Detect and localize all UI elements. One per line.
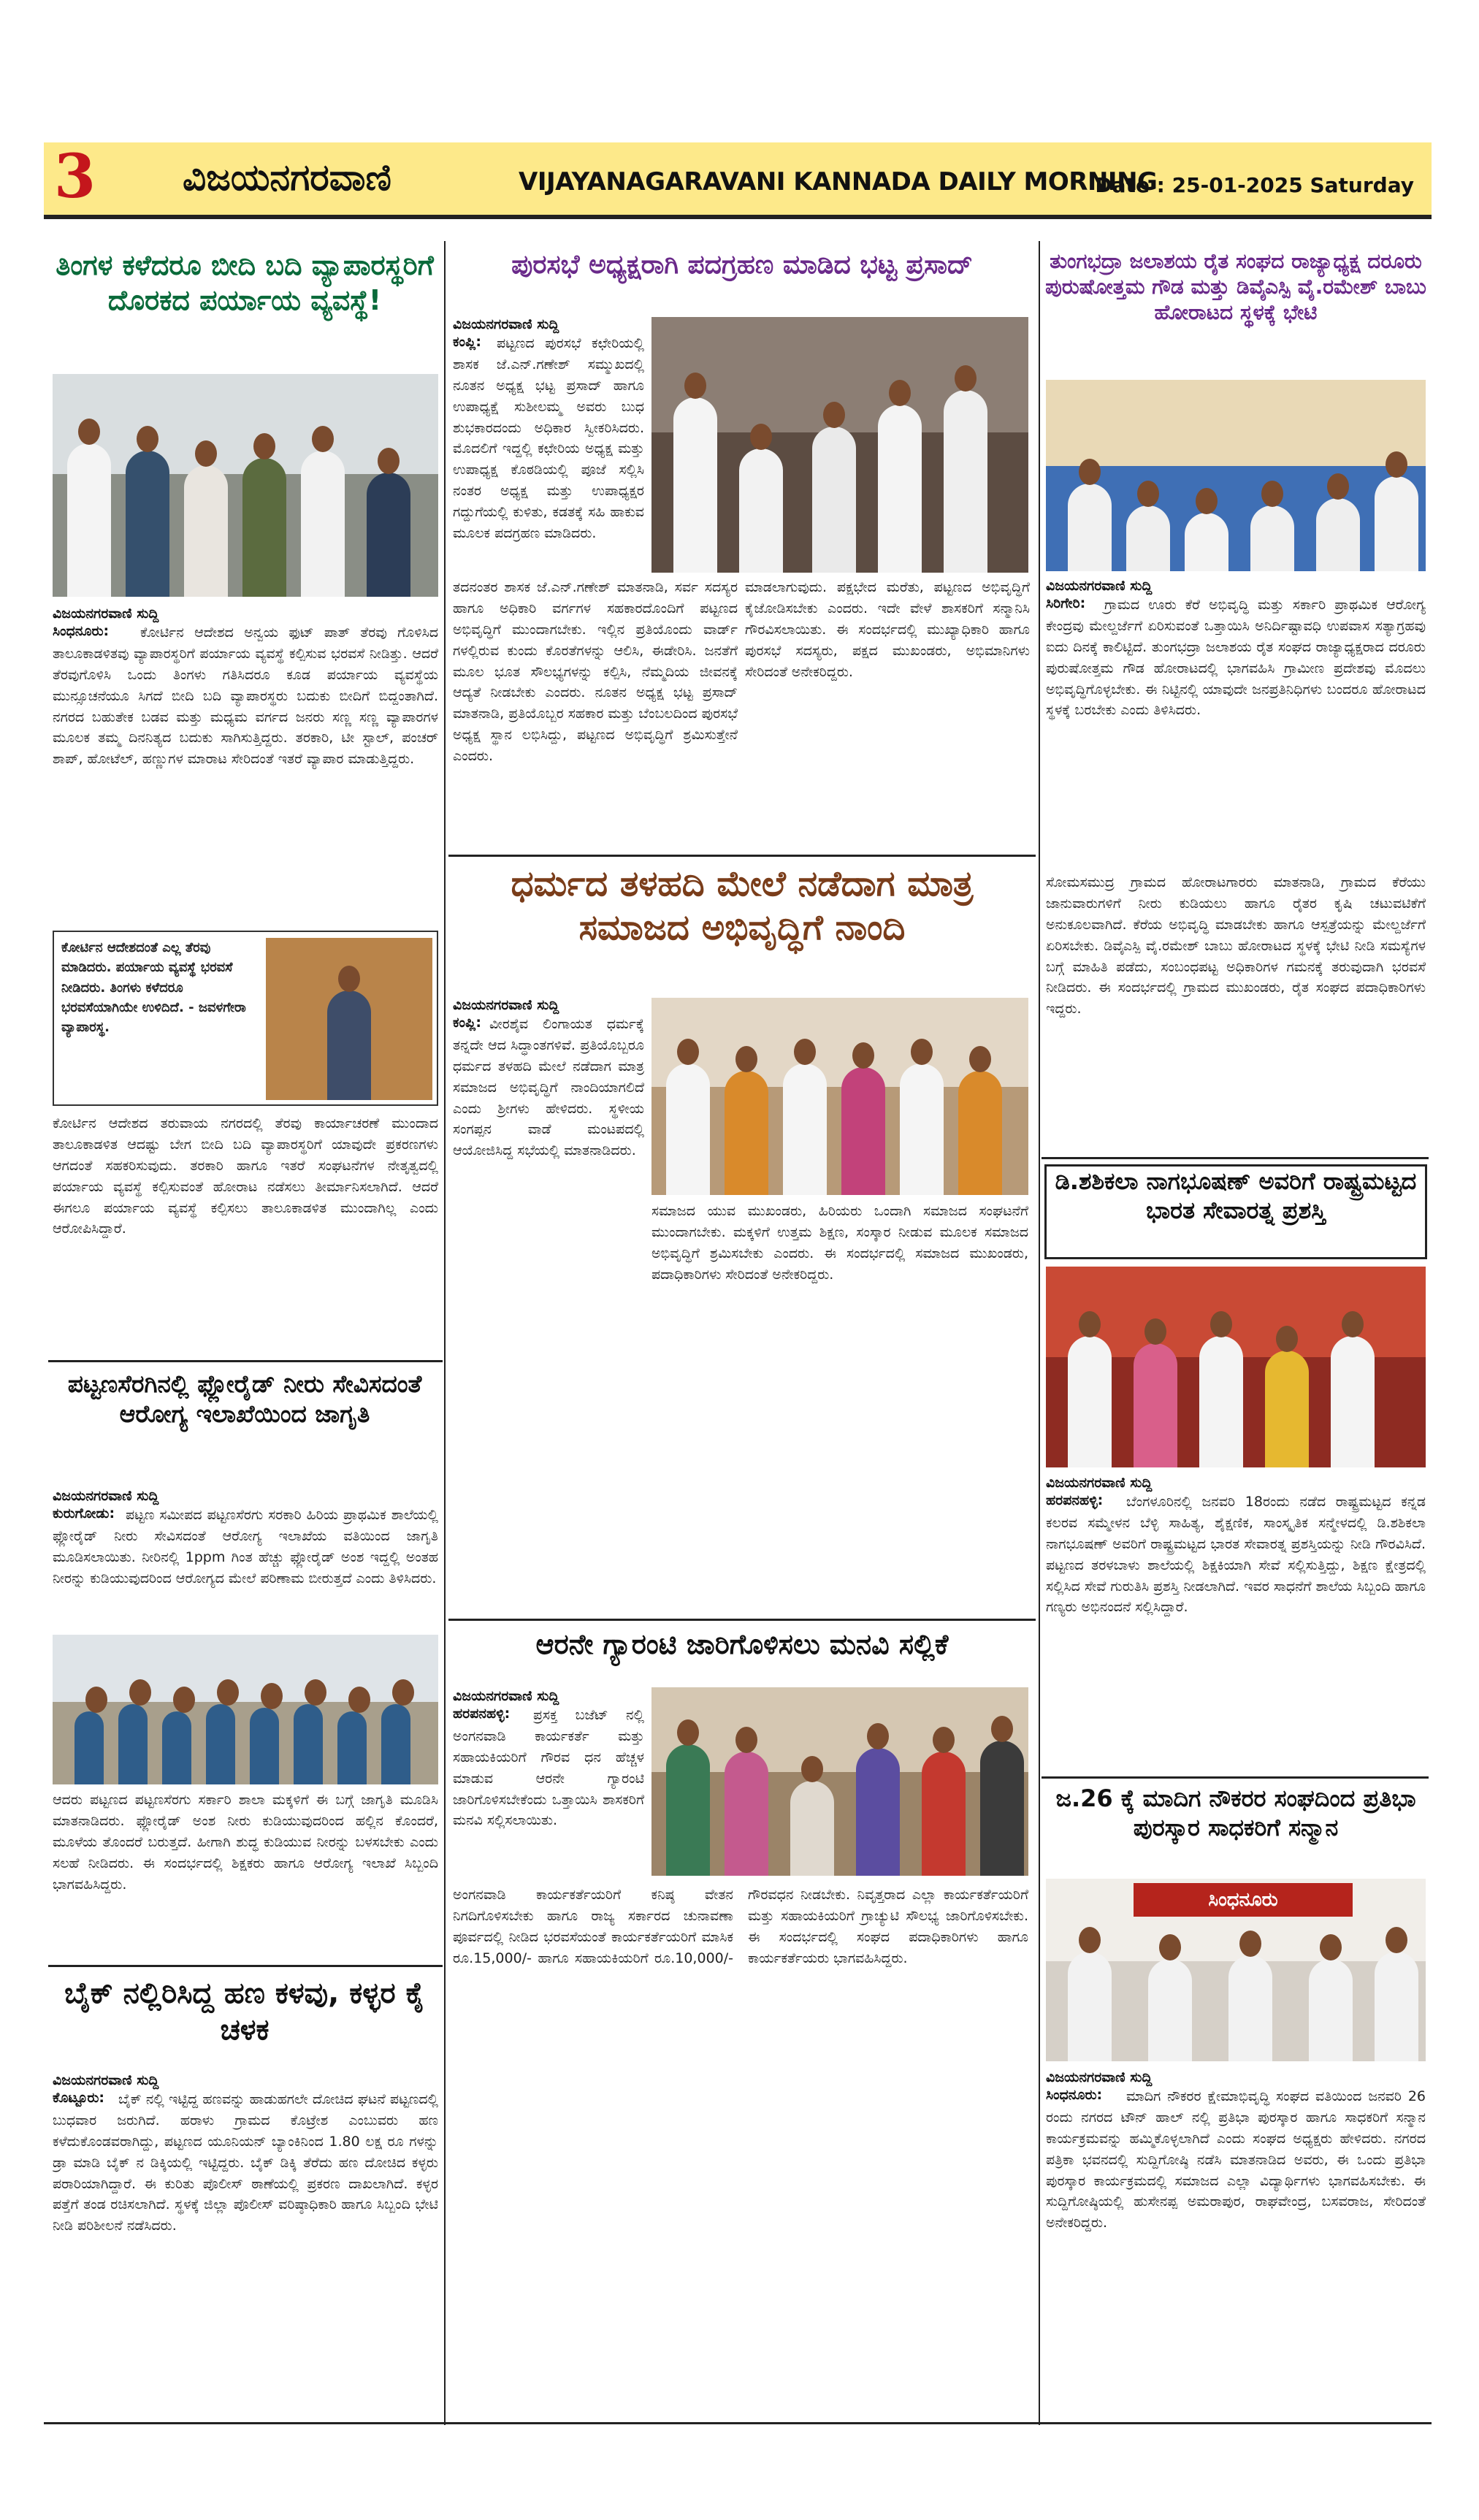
article-body: ಬೆಂಗಳೂರಿನಲ್ಲಿ ಜನವರಿ 18ರಂದು ನಡೆದ ರಾಷ್ಟ್ರಮಟ್ಟದ ಕನ್ನಡ ಕಲರವ ಸಮ್ಮೇಳನ ಬೆಳ್ಳಿ ಸಾಹಿತ್ಯ, ಶೈಕ್ಷಣಿಕ, ಸಾಂಸ್ಕೃತಿಕ ಸನ್ಮೇಳದಲ್ಲಿ ಡಿ.ಶಶಿಕಲಾ ನಾಗಭೂಷಣ್ ಅವರಿಗೆ ರಾಷ್ಟ್ರಮಟ್ಟದ ಭಾರತ ಸೇವಾರತ್ನ ಪ್ರಶಸ್ತಿಯನ್ನು ನೀಡಿ ಗೌರವಿಸಿದೆ. ಪಟ್ಟಣದ ತರಳಬಾಳು ಶಾಲೆಯಲ್ಲಿ ಶಿಕ್ಷಕಿಯಾಗಿ ಸೇವೆ ಸಲ್ಲಿಸುತ್ತಿದ್ದು, ಶಿಕ್ಷಣ ಕ್ಷೇತ್ರದಲ್ಲಿ ಸಲ್ಲಿಸಿದ ಸೇವೆ ಗುರುತಿಸಿ ಪ್ರಶಸ್ತಿ ನೀಡಲಾಗಿದೆ. ಇವರ ಸಾಧನೆಗೆ ಶಾಲೆಯ ಸಿಬ್ಬಂದಿ ಹಾಗೂ ಗಣ್ಯರು ಅಭಿನಂದನೆ ಸಲ್ಲಿಸಿದ್ದಾರೆ.	[1046, 1494, 1426, 1616]
page-number: 3	[54, 142, 96, 212]
article-photo-felicitation	[651, 998, 1028, 1195]
article-byline: ವಿಜಯನಗರವಾಣಿ ಸುದ್ದಿ	[453, 997, 559, 1013]
article-place: ಕುರುಗೋಡು:	[53, 1505, 115, 1521]
article-headline: ಪಟ್ಟಣಸೆರಗಿನಲ್ಲಿ ಫ್ಲೋರೈಡ್ ನೀರು ಸೇವಿಸದಂತೆ ಆರೋಗ್ಯ ಇಲಾಖೆಯಿಂದ ಜಾಗೃತಿ	[67, 1370, 422, 1429]
article-body: ಕೋರ್ಟಿನ ಆದೇಶದ ಅನ್ವಯ ಫುಟ್ ಪಾತ್ ತೆರವು ಗೊಳಿಸಿದ ತಾಲೂಕಾಡಳಿತವು ವ್ಯಾಪಾರಸ್ಥರಿಗೆ ಪರ್ಯಾಯ ವ್ಯವಸ್ಥೆ ಕಲ್ಪಿಸುವ ಭರವಸೆ ನೀಡಿತ್ತು. ಆದರೆ ತೆರವುಗೊಳಿಸಿ ಒಂದು ತಿಂಗಳು ಗತಿಸಿದರೂ ಕೂಡ ಪರ್ಯಾಯ ವ್ಯವಸ್ಥೆಯ ಮುನ್ಸೂಚನೆಯೂ ಸಿಗದೆ ಬೀದಿ ಬದಿ ವ್ಯಾಪಾರಸ್ಥರು ಬದುಕು ಬೀದಿಗೆ ಬಿದ್ದಂತಾಗಿದೆ. ನಗರದ ಬಹುತೇಕ ಬಡವ ಮತ್ತು ಮಧ್ಯಮ ವರ್ಗದ ಜನರು ಸಣ್ಣ ಸಣ್ಣ ವ್ಯಾಪಾರಗಳ ಮೂಲಕ ತಮ್ಮ ದಿನನಿತ್ಯದ ಬದುಕು ಸಾಗಿಸುತ್ತಿದ್ದರು. ತರಕಾರಿ, ಟೀ ಸ್ಟಾಲ್, ಪಂಚರ್ ಶಾಪ್, ಹೋಟೆಲ್, ಹಣ್ಣುಗಳ ಮಾರಾಟ ಸೇರಿದಂತೆ ಇತರೆ ವ್ಯಾಪಾರ ಮಾಡುತ್ತಿದ್ದರು.	[53, 625, 438, 768]
article-body: ಪ್ರಸಕ್ತ ಬಜೆಟ್ ನಲ್ಲಿ ಅಂಗನವಾಡಿ ಕಾರ್ಯಕರ್ತೆ ಮತ್ತು ಸಹಾಯಕಿಯರಿಗೆ ಗೌರವ ಧನ ಹೆಚ್ಚಳ ಮಾಡುವ ಆರನೇ ಗ್ಯಾರಂಟಿ ಜಾರಿಗೊಳಿಸಬೇಕೆಂದು ಒತ್ತಾಯಿಸಿ ಶಾಸಕರಿಗೆ ಮನವಿ ಸಲ್ಲಿಸಲಾಯಿತು.	[453, 1707, 644, 1829]
article-byline: ವಿಜಯನಗರವಾಣಿ ಸುದ್ದಿ	[53, 606, 159, 622]
quote-portrait-photo	[266, 938, 432, 1100]
article-place: ಕಂಪ್ಲಿ:	[453, 334, 482, 350]
article-place: ಸಿಂಧನೂರು:	[53, 623, 110, 639]
issue-date: Date : 25-01-2025 Saturday	[1095, 173, 1414, 197]
article-body: ಸೋಮಸಮುದ್ರ ಗ್ರಾಮದ ಹೋರಾಟಗಾರರು ಮಾತನಾಡಿ, ಗ್ರಾಮದ ಕೆರೆಯು ಜಾನುವಾರುಗಳಿಗೆ ನೀರು ಕುಡಿಯಲು ಹಾಗೂ ರೈತರ ಕೃಷಿ ಚಟುವಟಿಕೆಗೆ ಅನುಕೂಲವಾಗಿದೆ. ಕೆರೆಯ ಅಭಿವೃದ್ಧಿ ಮಾಡಬೇಕು ಹಾಗೂ ಆಸ್ಪತ್ರೆಯನ್ನು ಮೇಲ್ದರ್ಜೆಗೆ ಏರಿಸಬೇಕು. ಡಿವೈಎಸ್ಪಿ ವೈ.ರಮೇಶ್ ಬಾಬು ಹೋರಾಟದ ಸ್ಥಳಕ್ಕೆ ಭೇಟಿ ನೀಡಿ ಸಮಸ್ಯೆಗಳ ಬಗ್ಗೆ ಮಾಹಿತಿ ಪಡೆದು, ಸಂಬಂಧಪಟ್ಟ ಅಧಿಕಾರಿಗಳ ಗಮನಕ್ಕೆ ತರುವುದಾಗಿ ಭರವಸೆ ನೀಡಿದರು. ಈ ಸಂದರ್ಭದಲ್ಲಿ ಗ್ರಾಮದ ಮುಖಂಡರು, ರೈತ ಸಂಘದ ಪದಾಧಿಕಾರಿಗಳು ಇದ್ದರು.	[1046, 874, 1426, 1017]
article-place: ಸಿಂಧನೂರು:	[1046, 2087, 1103, 2103]
quote-box	[53, 931, 438, 1106]
article-byline: ವಿಜಯನಗರವಾಣಿ ಸುದ್ದಿ	[453, 316, 559, 332]
quote-text: ಕೋರ್ಟಿನ ಆದೇಶದಂತೆ ಎಲ್ಲ ತೆರವು ಮಾಡಿದರು. ಪರ್ಯಾಯ ವ್ಯವಸ್ಥೆ ಭರವಸೆ ನೀಡಿದರು. ತಿಂಗಳು ಕಳೆದರೂ ಭರವಸೆಯಾಗಿಯೇ ಉಳಿದಿದೆ. - ಜವಳಗೇರಾ ವ್ಯಾಪಾರಸ್ಥ.	[61, 940, 246, 1036]
article-place: ಕೊಟ್ಟೂರು:	[53, 2090, 105, 2106]
column-divider	[444, 241, 446, 2425]
article-headline: ತಿಂಗಳ ಕಳೆದರೂ ಬೀದಿ ಬದಿ ವ್ಯಾಪಾರಸ್ಥರಿಗೆ ದೊರಕದ ಪರ್ಯಾಯ ವ್ಯವಸ್ಥೆ!	[56, 249, 434, 316]
masthead	[44, 142, 1432, 219]
article-photo-press-meet	[1046, 1879, 1426, 2061]
article-byline: ವಿಜಯನಗರವಾಣಿ ಸುದ್ದಿ	[53, 1488, 159, 1504]
article-body: ಗ್ರಾಮದ ಊರು ಕೆರೆ ಅಭಿವೃದ್ಧಿ ಮತ್ತು ಸರ್ಕಾರಿ ಪ್ರಾಥಮಿಕ ಆರೋಗ್ಯ ಕೇಂದ್ರವು ಮೇಲ್ದರ್ಜೆಗೆ ಏರಿಸುವಂತೆ ಒತ್ತಾಯಿಸಿ ಅನಿರ್ದಿಷ್ಟಾವಧಿ ಉಪವಾಸ ಸತ್ಯಾಗ್ರಹವು ಐದು ದಿನಕ್ಕೆ ಕಾಲಿಟ್ಟಿದೆ. ತುಂಗಭದ್ರಾ ಜಲಾಶಯ ರೈತ ಸಂಘದ ರಾಜ್ಯಾಧ್ಯಕ್ಷರಾದ ದರೂರು ಪುರುಷೋತ್ತಮ ಗೌಡ ಹೋರಾಟದಲ್ಲಿ ಭಾಗವಹಿಸಿ ಗ್ರಾಮೀಣ ಪ್ರದೇಶವು ಮೊದಲು ಅಭಿವೃದ್ಧಿಗೊಳ್ಳಬೇಕು. ಈ ನಿಟ್ಟಿನಲ್ಲಿ ಯಾವುದೇ ಜನಪ್ರತಿನಿಧಿಗಳು ಬಂದರೂ ಹೋರಾಟದ ಸ್ಥಳಕ್ಕೆ ಬರಬೇಕು ಎಂದು ತಿಳಿಸಿದರು.	[1046, 597, 1426, 719]
article-photo-street-vendors	[53, 374, 438, 597]
article-divider	[1042, 1157, 1429, 1159]
article-body: ಬೈಕ್ ನಲ್ಲಿ ಇಟ್ಟಿದ್ದ ಹಣವನ್ನು ಹಾಡುಹಗಲೇ ದೋಚಿದ ಘಟನೆ ಪಟ್ಟಣದಲ್ಲಿ ಬುಧವಾರ ಜರುಗಿದೆ. ಹರಾಳು ಗ್ರಾಮದ ಕೊಟ್ರೇಶ ಎಂಬುವರು ಹಣ ಕಳೆದುಕೊಂಡವರಾಗಿದ್ದು, ಪಟ್ಟಣದ ಯೂನಿಯನ್ ಬ್ಯಾಂಕಿನಿಂದ 1.80 ಲಕ್ಷ ರೂ ಗಳನ್ನು ಡ್ರಾ ಮಾಡಿ ಬೈಕ್ ನ ಡಿಕ್ಕಿಯಲ್ಲಿ ಇಟ್ಟಿದ್ದರು. ಬೈಕ್ ಡಿಕ್ಕಿ ತೆರೆದು ಹಣ ದೋಚಿದ ಕಳ್ಳರು ಪರಾರಿಯಾಗಿದ್ದಾರೆ. ಈ ಕುರಿತು ಪೊಲೀಸ್ ಠಾಣೆಯಲ್ಲಿ ಪ್ರಕರಣ ದಾಖಲಾಗಿದೆ. ಕಳ್ಳರ ಪತ್ತೆಗೆ ತಂಡ ರಚಿಸಲಾಗಿದೆ. ಸ್ಥಳಕ್ಕೆ ಜಿಲ್ಲಾ ಪೊಲೀಸ್ ವರಿಷ್ಠಾಧಿಕಾರಿ ಹಾಗೂ ಸಿಬ್ಬಂದಿ ಭೇಟಿ ನೀಡಿ ಪರಿಶೀಲನೆ ನಡೆಸಿದರು.	[53, 2091, 438, 2234]
article-body: ಅಂಗನವಾಡಿ ಕಾರ್ಯಕರ್ತೆಯರಿಗೆ ಕನಿಷ್ಠ ವೇತನ ನಿಗದಿಗೊಳಿಸಬೇಕು ಹಾಗೂ ರಾಜ್ಯ ಸರ್ಕಾರದ ಚುನಾವಣಾ ಪೂರ್ವದಲ್ಲಿ ನೀಡಿದ ಭರವಸೆಯಂತೆ ಕಾರ್ಯಕರ್ತೆಯರಿಗೆ ಮಾಸಿಕ ರೂ.15,000/- ಹಾಗೂ ಸಹಾಯಕಿಯರಿಗೆ ರೂ.10,000/- ಗೌರವಧನ ನೀಡಬೇಕು. ನಿವೃತ್ತರಾದ ಎಲ್ಲಾ ಕಾರ್ಯಕರ್ತೆಯರಿಗೆ ಮತ್ತು ಸಹಾಯಕಿಯರಿಗೆ ಗ್ರಾಚ್ಯುಟಿ ಸೌಲಭ್ಯ ಜಾರಿಗೊಳಿಸಬೇಕು. ಈ ಸಂದರ್ಭದಲ್ಲಿ ಸಂಘದ ಪದಾಧಿಕಾರಿಗಳು ಹಾಗೂ ಕಾರ್ಯಕರ್ತೆಯರು ಭಾಗವಹಿಸಿದ್ದರು.	[453, 1887, 1028, 1966]
article-headline: ಬೈಕ್ ನಲ್ಲಿರಿಸಿದ್ದ ಹಣ ಕಳವು, ಕಳ್ಳರ ಕೈ ಚಳಕ	[64, 1977, 425, 2047]
article-byline: ವಿಜಯನಗರವಾಣಿ ಸುದ್ದಿ	[1046, 578, 1153, 594]
article-headline: ತುಂಗಭದ್ರಾ ಜಲಾಶಯ ರೈತ ಸಂಘದ ರಾಜ್ಯಾಧ್ಯಕ್ಷ ದರೂರು ಪುರುಷೋತ್ತಮ ಗೌಡ ಮತ್ತು ಡಿವೈಎಸ್ಪಿ ವೈ.ರಮೇಶ್ ಬಾಬು ಹೋರಾಟದ ಸ್ಥಳಕ್ಕೆ ಭೇಟಿ	[1045, 249, 1426, 324]
article-divider	[48, 1965, 443, 1967]
article-body: ಸಮಾಜದ ಯುವ ಮುಖಂಡರು, ಹಿರಿಯರು ಒಂದಾಗಿ ಸಮಾಜದ ಸಂಘಟನೆಗೆ ಮುಂದಾಗಬೇಕು. ಮಕ್ಕಳಿಗೆ ಉತ್ತಮ ಶಿಕ್ಷಣ, ಸಂಸ್ಕಾರ ನೀಡುವ ಮೂಲಕ ಸಮಾಜದ ಅಭಿವೃದ್ಧಿಗೆ ಶ್ರಮಿಸಬೇಕು ಎಂದರು. ಈ ಸಂದರ್ಭದಲ್ಲಿ ಸಮಾಜದ ಮುಖಂಡರು, ಪದಾಧಿಕಾರಿಗಳು ಸೇರಿದಂತೆ ಅನೇಕರಿದ್ದರು.	[651, 1203, 1028, 1283]
article-place: ಹರಪನಹಳ್ಳಿ:	[453, 1706, 511, 1722]
article-place: ಸಿರಿಗೇರಿ:	[1046, 595, 1086, 611]
article-photo-award-ceremony	[1046, 1267, 1426, 1467]
article-headline: ಜ.26 ಕ್ಕೆ ಮಾದಿಗ ನೌಕರರ ಸಂಘದಿಂದ ಪ್ರತಿಭಾ ಪುರಸ್ಕಾರ ಸಾಧಕರಿಗೆ ಸನ್ಮಾನ	[1055, 1784, 1416, 1841]
article-photo-protest-site	[1046, 380, 1426, 571]
article-body: ತದನಂತರ ಶಾಸಕ ಜೆ.ಎನ್.ಗಣೇಶ್ ಮಾತನಾಡಿ, ಸರ್ವ ಸದಸ್ಯರ ಹಾಗೂ ಅಧಿಕಾರಿ ವರ್ಗಗಳ ಸಹಕಾರದೊಂದಿಗೆ ಪಟ್ಟಣದ ಅಭಿವೃದ್ಧಿಗೆ ಮುಂದಾಗಬೇಕು. ಇಲ್ಲಿನ ಪ್ರತಿಯೊಂದು ವಾರ್ಡ್ ಗಳಲ್ಲಿರುವ ಕುಂದು ಕೊರತೆಗಳನ್ನು ಆಲಿಸಿ, ಈಡೇರಿಸಿ. ಜನತೆಗೆ ಮೂಲ ಭೂತ ಸೌಲಭ್ಯಗಳನ್ನು ಕಲ್ಪಿಸಿ, ನೆಮ್ಮದಿಯ ಜೀವನಕ್ಕೆ ಆದ್ಯತೆ ನೀಡಬೇಕು ಎಂದರು. ನೂತನ ಅಧ್ಯಕ್ಷ ಭಟ್ಟ ಪ್ರಸಾದ್ ಮಾತನಾಡಿ, ಪ್ರತಿಯೊಬ್ಬರ ಸಹಕಾರ ಮತ್ತು ಬೆಂಬಲದಿಂದ ಪುರಸಭೆ ಅಧ್ಯಕ್ಷ ಸ್ಥಾನ ಲಭಿಸಿದ್ದು, ಪಟ್ಟಣದ ಅಭಿವೃದ್ಧಿಗೆ ಶ್ರಮಿಸುತ್ತೇನೆ ಎಂದರು.	[453, 579, 738, 764]
article-headline: ಧರ್ಮದ ತಳಹದಿ ಮೇಲೆ ನಡೆದಾಗ ಮಾತ್ರ ಸಮಾಜದ ಅಭಿವೃದ್ಧಿಗೆ ನಾಂದಿ	[511, 863, 974, 948]
masthead-title-english: VIJAYANAGARAVANI KANNADA DAILY MORNING	[519, 167, 1158, 196]
article-headline: ಆರನೇ ಗ್ಯಾರಂಟಿ ಜಾರಿಗೊಳಿಸಲು ಮನವಿ ಸಲ್ಲಿಕೆ	[535, 1628, 949, 1660]
article-body: ಪಟ್ಟಣದ ಪುರಸಭೆ ಕಛೇರಿಯಲ್ಲಿ ಶಾಸಕ ಜೆ.ಎನ್.ಗಣೇಶ್ ಸಮ್ಮುಖದಲ್ಲಿ ನೂತನ ಅಧ್ಯಕ್ಷ ಭಟ್ಟ ಪ್ರಸಾದ್ ಹಾಗೂ ಉಪಾಧ್ಯಕ್ಷೆ ಸುಶೀಲಮ್ಮ ಅವರು ಬುಧ ಶುಭಕಾರದಂದು ಅಧಿಕಾರ ಸ್ವೀಕರಿಸಿದರು. ಮೊದಲಿಗೆ ಇದ್ದಲ್ಲಿ ಕಛೇರಿಯ ಅಧ್ಯಕ್ಷ ಮತ್ತು ಉಪಾಧ್ಯಕ್ಷ ಕೊಠಡಿಯಲ್ಲಿ ಪೂಜೆ ಸಲ್ಲಿಸಿ ನಂತರ ಅಧ್ಯಕ್ಷ ಮತ್ತು ಉಪಾಧ್ಯಕ್ಷರ ಗದ್ದುಗೆಯಲ್ಲಿ ಕುಳಿತು, ಕಡತಕ್ಕೆ ಸಹಿ ಹಾಕುವ ಮೂಲಕ ಪದಗ್ರಹಣ ಮಾಡಿದರು.	[453, 335, 644, 541]
article-place: ಹರಪನಹಳ್ಳಿ:	[1046, 1492, 1104, 1508]
article-body: ವೀರಶೈವ ಲಿಂಗಾಯತ ಧರ್ಮಕ್ಕೆ ತನ್ನದೇ ಆದ ಸಿದ್ಧಾಂತಗಳಿವೆ. ಪ್ರತಿಯೊಬ್ಬರೂ ಧರ್ಮದ ತಳಹದಿ ಮೇಲೆ ನಡೆದಾಗ ಮಾತ್ರ ಸಮಾಜದ ಅಭಿವೃದ್ಧಿಗೆ ನಾಂದಿಯಾಗಲಿದೆ ಎಂದು ಶ್ರೀಗಳು ಹೇಳಿದರು. ಸ್ಥಳೀಯ ಸಂಗಪ್ಪನ ವಾಡೆ ಮಂಟಪದಲ್ಲಿ ಆಯೋಜಿಸಿದ್ದ ಸಭೆಯಲ್ಲಿ ಮಾತನಾಡಿದರು.	[453, 1016, 644, 1159]
article-photo-memorandum	[651, 1687, 1028, 1876]
article-divider	[448, 855, 1036, 857]
press-meet-banner: ಸಿಂಧನೂರು	[1134, 1883, 1353, 1917]
page-bottom-rule	[44, 2422, 1432, 2424]
article-byline: ವಿಜಯನಗರವಾಣಿ ಸುದ್ದಿ	[1046, 2069, 1153, 2085]
article-byline: ವಿಜಯನಗರವಾಣಿ ಸುದ್ದಿ	[53, 2072, 159, 2088]
column-divider	[1039, 241, 1040, 2425]
article-headline: ಪುರಸಭೆ ಅಧ್ಯಕ್ಷರಾಗಿ ಪದಗ್ರಹಣ ಮಾಡಿದ ಭಟ್ಟ ಪ್ರಸಾದ್	[511, 250, 973, 280]
article-headline: ಡಿ.ಶಶಿಕಲಾ ನಾಗಭೂಷಣ್ ಅವರಿಗೆ ರಾಷ್ಟ್ರಮಟ್ಟದ ಭಾರತ ಸೇವಾರತ್ನ ಪ್ರಶಸ್ತಿ	[1044, 1164, 1427, 1259]
article-body: ಪಟ್ಟಣ ಸಮೀಪದ ಪಟ್ಟಣಸೆರಗು ಸರಕಾರಿ ಹಿರಿಯ ಪ್ರಾಥಮಿಕ ಶಾಲೆಯಲ್ಲಿ ಫ್ಲೋರೈಡ್ ನೀರು ಸೇವಿಸದಂತೆ ಆರೋಗ್ಯ ಇಲಾಖೆಯ ವತಿಯಿಂದ ಜಾಗೃತಿ ಮೂಡಿಸಲಾಯಿತು. ನೀರಿನಲ್ಲಿ 1ppm ಗಿಂತ ಹೆಚ್ಚು ಫ್ಲೋರೈಡ್ ಅಂಶ ಇದ್ದಲ್ಲಿ ಅಂತಹ ನೀರನ್ನು ಕುಡಿಯುವುದರಿಂದ ಆರೋಗ್ಯದ ಮೇಲೆ ಪರಿಣಾಮ ಬೀರುತ್ತದೆ ಎಂದು ತಿಳಿಸಿದರು.	[53, 1507, 438, 1587]
article-photo-municipal-meeting	[651, 317, 1028, 573]
article-byline: ವಿಜಯನಗರವಾಣಿ ಸುದ್ದಿ	[1046, 1475, 1153, 1491]
article-place: ಕಂಪ್ಲಿ:	[453, 1015, 482, 1031]
article-byline: ವಿಜಯನಗರವಾಣಿ ಸುದ್ದಿ	[453, 1688, 559, 1704]
article-body: ಮಾದಿಗ ನೌಕರರ ಕ್ಷೇಮಾಭಿವೃದ್ಧಿ ಸಂಘದ ವತಿಯಿಂದ ಜನವರಿ 26 ರಂದು ನಗರದ ಟೌನ್ ಹಾಲ್ ನಲ್ಲಿ ಪ್ರತಿಭಾ ಪುರಸ್ಕಾರ ಹಾಗೂ ಸಾಧಕರಿಗೆ ಸನ್ಮಾನ ಕಾರ್ಯಕ್ರಮವನ್ನು ಹಮ್ಮಿಕೊಳ್ಳಲಾಗಿದೆ ಎಂದು ಸಂಘದ ಅಧ್ಯಕ್ಷರು ಹೇಳಿದರು. ನಗರದ ಪತ್ರಿಕಾ ಭವನದಲ್ಲಿ ಸುದ್ದಿಗೋಷ್ಠಿ ನಡೆಸಿ ಮಾತನಾಡಿದ ಅವರು, ಈ ಒಂದು ಪ್ರತಿಭಾ ಪುರಸ್ಕಾರ ಕಾರ್ಯಕ್ರಮದಲ್ಲಿ ಸಮಾಜದ ಎಲ್ಲಾ ವಿದ್ಯಾರ್ಥಿಗಳು ಭಾಗವಹಿಸಬೇಕು. ಈ ಸುದ್ದಿಗೋಷ್ಠಿಯಲ್ಲಿ ಹುಸೇನಪ್ಪ ಅಮರಾಪುರ, ರಾಘವೇಂದ್ರ, ಬಸವರಾಜ, ಸೇರಿದಂತೆ ಅನೇಕರಿದ್ದರು.	[1046, 2088, 1426, 2231]
article-divider	[1042, 1776, 1429, 1779]
article-body: ಆದರು ಪಟ್ಟಣದ ಪಟ್ಟಣಸೆರಗು ಸರ್ಕಾರಿ ಶಾಲಾ ಮಕ್ಕಳಿಗೆ ಈ ಬಗ್ಗೆ ಜಾಗೃತಿ ಮೂಡಿಸಿ ಮಾತನಾಡಿದರು. ಫ್ಲೋರೈಡ್ ಅಂಶ ನೀರು ಕುಡಿಯುವುದರಿಂದ ಹಲ್ಲಿನ ಕೊಂದರೆ, ಮೂಳೆಯ ತೊಂದರೆ ಬರುತ್ತದೆ. ಹೀಗಾಗಿ ಶುದ್ಧ ಕುಡಿಯುವ ನೀರನ್ನು ಬಳಸಬೇಕು ಎಂದು ಸಲಹೆ ನೀಡಿದರು. ಈ ಸಂದರ್ಭದಲ್ಲಿ ಶಿಕ್ಷಕರು ಹಾಗೂ ಆರೋಗ್ಯ ಇಲಾಖೆ ಸಿಬ್ಬಂದಿ ಭಾಗವಹಿಸಿದ್ದರು.	[53, 1792, 438, 1893]
article-divider	[48, 1360, 443, 1362]
article-photo-school-assembly	[53, 1635, 438, 1784]
article-body: ಕೋರ್ಟಿನ ಆದೇಶದ ತರುವಾಯ ನಗರದಲ್ಲಿ ತೆರವು ಕಾರ್ಯಾಚರಣೆ ಮುಂದಾದ ತಾಲೂಕಾಡಳಿತ ಆದಷ್ಟು ಬೇಗ ಬೀದಿ ಬದಿ ವ್ಯಾಪಾರಸ್ಥರಿಗೆ ಯಾವುದೇ ಪ್ರಕರಣಗಳು ಆಗದಂತೆ ಸಹಕರಿಸುವುದು. ತರಕಾರಿ ಹಾಗೂ ಇತರೆ ಸಂಘಟನೆಗಳ ನೇತೃತ್ವದಲ್ಲಿ ಪರ್ಯಾಯ ವ್ಯವಸ್ಥೆ ಕಲ್ಪಿಸುವಂತೆ ಹೋರಾಟ ನಡೆಸಲು ತೀರ್ಮಾನಿಸಲಾಗಿದೆ. ಆದರೆ ಈಗಲೂ ಪರ್ಯಾಯ ವ್ಯವಸ್ಥೆ ಕಲ್ಪಿಸಲು ತಾಲೂಕಾಡಳಿತ ಮುಂದಾಗಿಲ್ಲ ಎಂದು ಆರೋಪಿಸಿದ್ದಾರೆ.	[53, 1115, 438, 1237]
article-divider	[448, 1619, 1036, 1621]
masthead-title-kannada: ವಿಜಯನಗರವಾಣಿ	[183, 156, 391, 199]
article-body: ಮಾಡಲಾಗುವುದು. ಪಕ್ಷಭೇದ ಮರೆತು, ಪಟ್ಟಣದ ಅಭಿವೃದ್ಧಿಗೆ ಕೈಜೋಡಿಸಬೇಕು ಎಂದರು. ಇದೇ ವೇಳೆ ಶಾಸಕರಿಗೆ ಸನ್ಮಾನಿಸಿ ಗೌರವಿಸಲಾಯಿತು. ಈ ಸಂದರ್ಭದಲ್ಲಿ ಮುಖ್ಯಾಧಿಕಾರಿ ಹಾಗೂ ಪುರಸಭೆ ಸದಸ್ಯರು, ಪಕ್ಷದ ಮುಖಂಡರು, ಅಭಿಮಾನಿಗಳು ಸೇರಿದಂತೆ ಅನೇಕರಿದ್ದರು.	[745, 579, 1030, 680]
